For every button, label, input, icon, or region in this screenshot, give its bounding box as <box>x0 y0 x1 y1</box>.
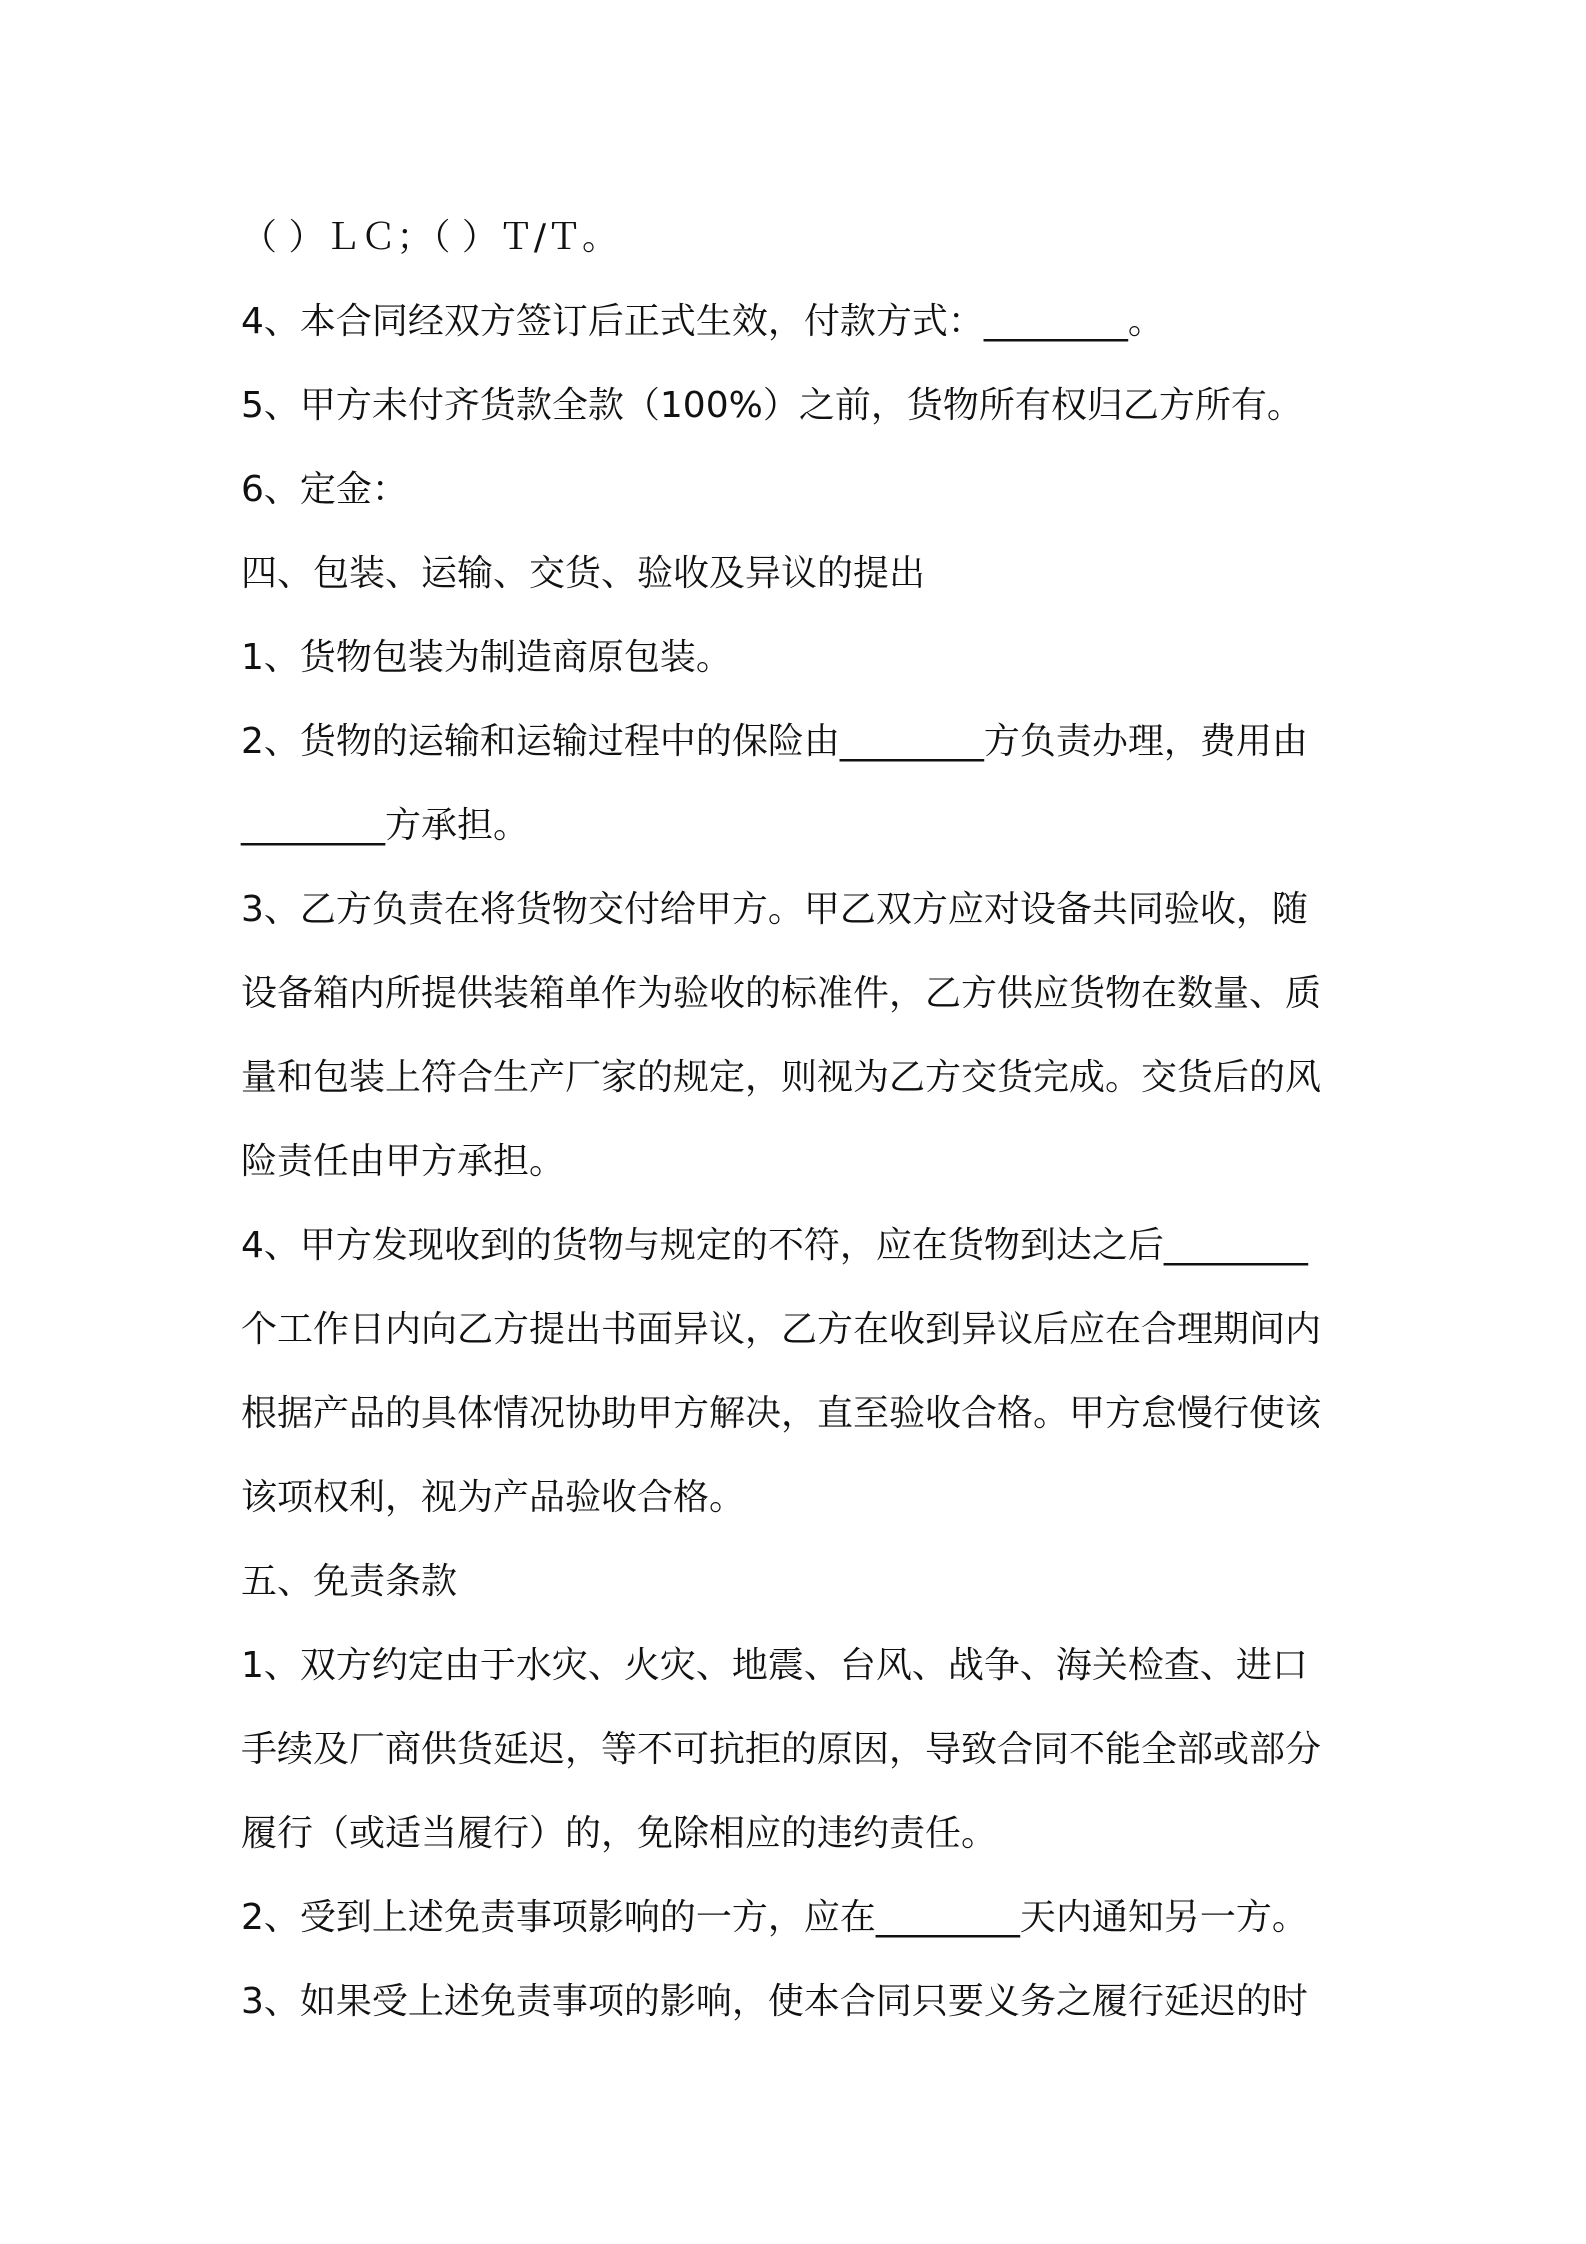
text-line-clause-3-4: 4、本合同经双方签订后正式生效，付款方式：________。 <box>241 301 1164 342</box>
text-line-clause-4-3-cont-3: 险责任由甲方承担。 <box>241 1141 566 1182</box>
text-line-clause-4-1: 1、货物包装为制造商原包装。 <box>241 637 732 678</box>
text-line-clause-4-2-cont: ________方承担。 <box>241 805 530 846</box>
section-heading-5: 五、免责条款 <box>241 1561 458 1602</box>
text-line-clause-5-2: 2、受到上述免责事项影响的一方，应在________天内通知另一方。 <box>241 1897 1308 1938</box>
text-line-clause-4-4-cont-1: 个工作日内向乙方提出书面异议，乙方在收到异议后应在合理期间内 <box>241 1309 1322 1350</box>
text-line-clause-5-3: 3、如果受上述免责事项的影响，使本合同只要义务之履行延迟的时 <box>241 1981 1308 2022</box>
section-heading-4: 四、包装、运输、交货、验收及异议的提出 <box>241 553 926 594</box>
document-body <box>241 196 1361 2044</box>
text-line-clause-4-4-cont-3: 该项权利，视为产品验收合格。 <box>241 1477 746 1518</box>
text-line-clause-3-6: 6、定金： <box>241 469 408 510</box>
text-line-clause-4-2: 2、货物的运输和运输过程中的保险由________方负责办理，费用由 <box>241 721 1308 762</box>
text-line-clause-4-4-cont-2: 根据产品的具体情况协助甲方解决，直至验收合格。甲方怠慢行使该 <box>241 1393 1322 1434</box>
text-line-payment-options: （ ）ＬＣ；（ ）Ｔ/Ｔ。 <box>241 217 619 258</box>
text-line-clause-4-3-cont-2: 量和包装上符合生产厂家的规定，则视为乙方交货完成。交货后的风 <box>241 1057 1322 1098</box>
text-line-clause-3-5: 5、甲方未付齐货款全款（100%）之前，货物所有权归乙方所有。 <box>241 385 1303 426</box>
text-line-clause-4-3: 3、乙方负责在将货物交付给甲方。甲乙双方应对设备共同验收，随 <box>241 889 1308 930</box>
text-line-clause-5-1-cont-2: 履行（或适当履行）的，免除相应的违约责任。 <box>241 1813 998 1854</box>
text-line-clause-4-4: 4、甲方发现收到的货物与规定的不符，应在货物到达之后________ <box>241 1225 1308 1266</box>
text-line-clause-5-1: 1、双方约定由于水灾、火灾、地震、台风、战争、海关检查、进口 <box>241 1645 1308 1686</box>
text-line-clause-5-1-cont-1: 手续及厂商供货延迟，等不可抗拒的原因，导致合同不能全部或部分 <box>241 1729 1322 1770</box>
text-line-clause-4-3-cont-1: 设备箱内所提供装箱单作为验收的标准件，乙方供应货物在数量、质 <box>241 973 1322 1014</box>
